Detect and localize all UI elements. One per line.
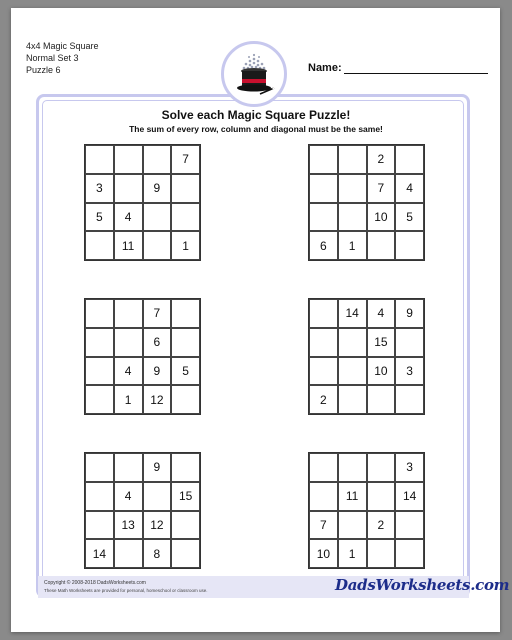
square-cell: 4 (395, 174, 424, 203)
square-cell (114, 299, 143, 328)
square-cell: 6 (309, 231, 338, 260)
square-cell: 12 (143, 511, 172, 540)
square-cell (171, 453, 200, 482)
square-cell: 9 (143, 357, 172, 386)
square-cell (143, 482, 172, 511)
square-cell: 1 (114, 385, 143, 414)
magic-square-2 (308, 144, 425, 261)
square-cell: 10 (367, 357, 396, 386)
square-cell (338, 511, 367, 540)
square-cell: 7 (309, 511, 338, 540)
copyright-text: Copyright © 2008-2018 DadsWorksheets.com (44, 580, 146, 586)
square-cell (85, 511, 114, 540)
worksheet-type: 4x4 Magic Square (26, 41, 99, 51)
square-cell (114, 539, 143, 568)
square-cell (309, 299, 338, 328)
square-cell (85, 453, 114, 482)
square-cell (309, 203, 338, 232)
square-cell: 14 (338, 299, 367, 328)
square-cell: 11 (114, 231, 143, 260)
square-cell (395, 145, 424, 174)
square-cell (367, 231, 396, 260)
square-cell (85, 145, 114, 174)
square-cell (338, 174, 367, 203)
square-cell (338, 203, 367, 232)
square-cell (338, 385, 367, 414)
square-cell (338, 453, 367, 482)
square-cell: 1 (171, 231, 200, 260)
square-cell (309, 145, 338, 174)
square-cell (338, 357, 367, 386)
square-cell: 1 (338, 539, 367, 568)
square-cell: 5 (85, 203, 114, 232)
square-cell (171, 539, 200, 568)
square-cell: 2 (309, 385, 338, 414)
square-cell: 7 (143, 299, 172, 328)
square-cell (309, 357, 338, 386)
square-cell (367, 482, 396, 511)
square-cell: 7 (171, 145, 200, 174)
magic-square-4 (308, 298, 425, 415)
square-cell (367, 453, 396, 482)
square-cell: 9 (143, 174, 172, 203)
square-cell (309, 482, 338, 511)
square-cell: 4 (114, 357, 143, 386)
magic-square-6 (308, 452, 425, 569)
square-cell: 5 (395, 203, 424, 232)
square-cell: 15 (367, 328, 396, 357)
square-cell (171, 203, 200, 232)
square-cell: 12 (143, 385, 172, 414)
square-cell (143, 203, 172, 232)
square-cell (338, 145, 367, 174)
brand-logo: DadsWorksheets.com (335, 576, 510, 594)
square-cell (85, 299, 114, 328)
square-cell: 13 (114, 511, 143, 540)
square-cell: 7 (367, 174, 396, 203)
square-cell (85, 357, 114, 386)
square-cell (143, 145, 172, 174)
name-blank-line (344, 63, 488, 74)
square-cell: 15 (171, 482, 200, 511)
square-cell (395, 539, 424, 568)
square-cell (114, 328, 143, 357)
worksheet-set: Normal Set 3 (26, 53, 79, 63)
square-cell (143, 231, 172, 260)
square-cell (309, 328, 338, 357)
square-cell: 2 (367, 511, 396, 540)
square-cell (171, 385, 200, 414)
square-cell: 8 (143, 539, 172, 568)
square-cell (171, 511, 200, 540)
square-cell: 3 (395, 453, 424, 482)
square-cell (85, 482, 114, 511)
instructions-title: Solve each Magic Square Puzzle! (161, 108, 351, 122)
magic-hat-icon (221, 41, 287, 107)
square-cell (395, 231, 424, 260)
square-cell: 14 (85, 539, 114, 568)
square-cell: 4 (114, 482, 143, 511)
square-cell (338, 328, 367, 357)
name-field (308, 62, 488, 74)
square-cell (171, 299, 200, 328)
square-cell (367, 385, 396, 414)
square-cell (85, 328, 114, 357)
square-cell (395, 511, 424, 540)
square-cell: 4 (114, 203, 143, 232)
square-cell: 10 (367, 203, 396, 232)
square-cell: 2 (367, 145, 396, 174)
square-cell (395, 328, 424, 357)
name-label: Name: (308, 62, 342, 74)
square-cell: 1 (338, 231, 367, 260)
square-cell (171, 174, 200, 203)
square-cell (309, 174, 338, 203)
square-cell: 10 (309, 539, 338, 568)
square-cell: 9 (395, 299, 424, 328)
square-cell: 5 (171, 357, 200, 386)
worksheet-puzzle-number: Puzzle 6 (26, 65, 61, 75)
usage-note: These Math Worksheets are provided for personal, homeschool or classroom use. (44, 588, 208, 593)
square-cell: 14 (395, 482, 424, 511)
square-cell: 3 (395, 357, 424, 386)
square-cell (114, 174, 143, 203)
square-cell (171, 328, 200, 357)
square-cell (367, 539, 396, 568)
magic-square-1 (84, 144, 201, 261)
square-cell (309, 453, 338, 482)
square-cell (114, 145, 143, 174)
square-cell (85, 385, 114, 414)
square-cell: 9 (143, 453, 172, 482)
square-cell (114, 453, 143, 482)
square-cell (395, 385, 424, 414)
worksheet-info (26, 40, 99, 76)
square-cell: 3 (85, 174, 114, 203)
magic-square-5 (84, 452, 201, 569)
square-cell (85, 231, 114, 260)
square-cell: 11 (338, 482, 367, 511)
square-cell: 4 (367, 299, 396, 328)
instructions-subtitle: The sum of every row, column and diagonal must be the same! (129, 124, 383, 134)
magic-square-3 (84, 298, 201, 415)
square-cell: 6 (143, 328, 172, 357)
